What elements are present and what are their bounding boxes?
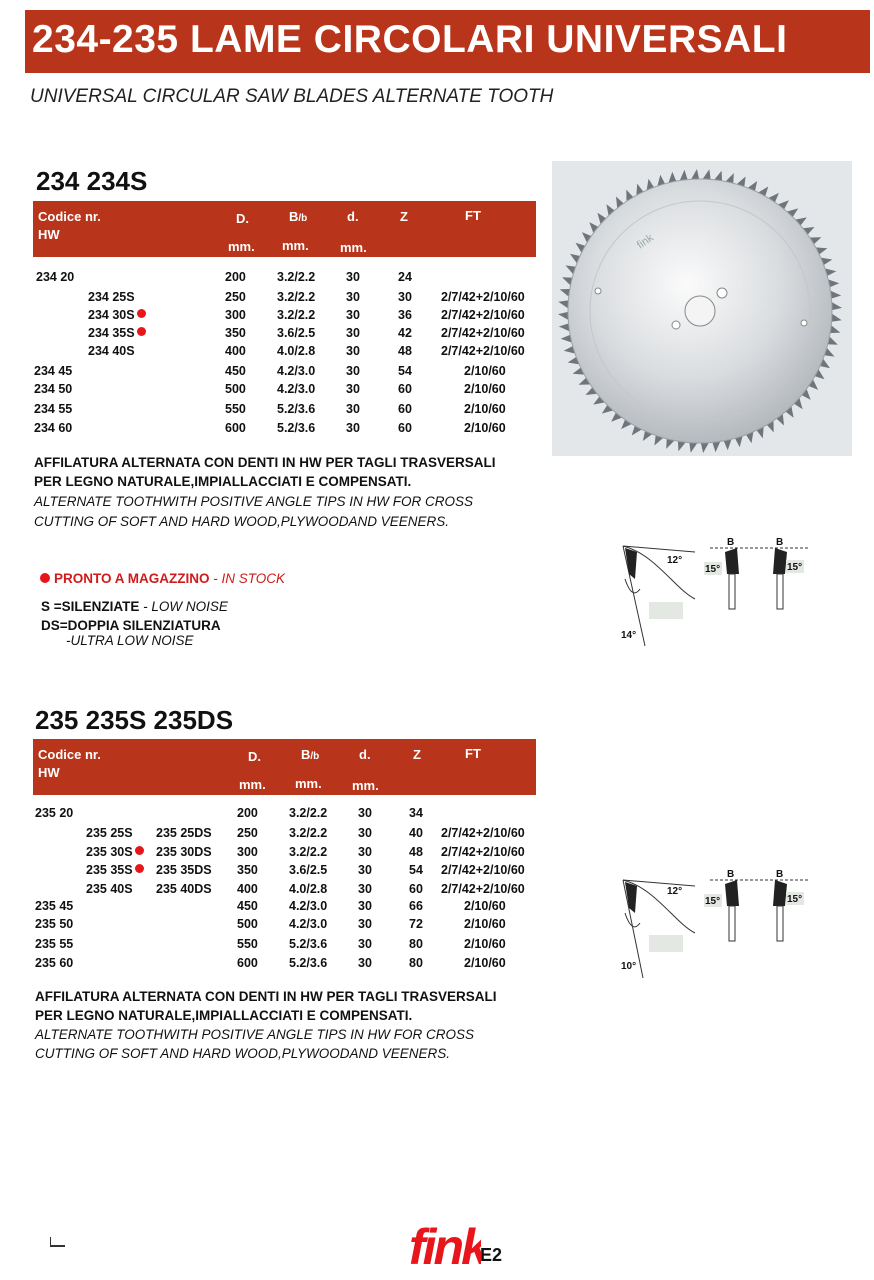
col-diameter-header: D. [236,211,249,226]
desc-it-line-2: PER LEGNO NATURALE,IMPIALLACCIATI E COMPENSATI. [34,474,412,489]
desc-en-line-2: CUTTING OF SOFT AND HARD WOOD,PLYWOODAND VEENERS. [34,514,450,529]
row-code: 235 55 [35,937,74,951]
svg-text:fink: fink [634,231,656,252]
row-diameter: 250 [225,290,246,304]
row-teeth: 60 [398,382,412,396]
row-bore: 30 [346,364,360,378]
saw-blade-icon [552,161,852,456]
row-thickness: 3.6/2.5 [289,863,328,877]
b-label: B [301,747,311,762]
row-bore: 30 [358,806,372,820]
page-number: E2 [480,1245,503,1265]
col-diameter-header: D. [248,749,261,764]
row-diameter: 550 [237,937,258,951]
row-ft: 2/10/60 [464,364,506,378]
section-1-title: 234 234S [36,166,148,196]
row-bore: 30 [346,270,360,284]
section-2-title: 235 235S 235DS [35,705,234,735]
row-ft: 2/10/60 [464,956,506,970]
row-teeth: 34 [409,806,423,820]
row-thickness: 3.2/2.2 [277,308,316,322]
desc-it-line-1: AFFILATURA ALTERNATA CON DENTI IN HW PER TAGLI TRASVERSALI [35,989,497,1004]
row-ft: 2/10/60 [464,937,506,951]
row-bore: 30 [346,344,360,358]
row-code-ds: 235 25DS [156,826,212,840]
col-ft-header: FT [465,746,481,761]
row-bore: 30 [346,402,360,416]
tooth-geometry-icon [615,866,815,986]
svg-text:fink: fink [409,1219,481,1268]
tooth-diagram-2 [615,866,815,986]
row-diameter: 450 [237,899,258,913]
row-thickness: 5.2/3.6 [277,421,316,435]
corner-mark [50,1237,65,1247]
row-code: 234 20 [36,270,75,284]
brand-logo [409,1216,481,1273]
s-label: S =SILENZIATE [41,599,140,614]
clearance-angle-label: 10° [621,961,637,972]
row-ft: 2/10/60 [464,899,506,913]
col-ft-header: FT [465,208,481,223]
stock-label: PRONTO A MAGAZZINO [54,571,210,586]
desc-it-line-2: PER LEGNO NATURALE,IMPIALLACCIATI E COMPENSATI. [35,1008,413,1023]
stock-dot-icon [40,573,50,583]
col-hw-header: HW [38,765,60,780]
row-diameter: 200 [225,270,246,284]
row-teeth: 60 [398,402,412,416]
col-bore-header: d. [347,209,359,224]
row-code: 234 45 [34,364,73,378]
row-thickness: 4.2/3.0 [289,917,328,931]
row-thickness: 3.2/2.2 [277,290,316,304]
row-ft: 2/7/42+2/10/60 [441,308,525,322]
row-code-s: 234 30S [88,308,146,322]
row-ft: 2/7/42+2/10/60 [441,290,525,304]
row-thickness: 3.2/2.2 [289,826,328,840]
s-legend [41,599,228,614]
row-ft: 2/7/42+2/10/60 [441,826,525,840]
row-bore: 30 [346,421,360,435]
col-teeth-header: Z [413,747,421,762]
row-diameter: 200 [237,806,258,820]
rake-angle-label: 12° [667,555,683,566]
col-teeth-header: Z [400,209,408,224]
row-bore: 30 [358,845,372,859]
bevel-right-label: 15° [787,562,803,573]
row-bore: 30 [358,882,372,896]
row-diameter: 300 [225,308,246,322]
desc-en-line-2: CUTTING OF SOFT AND HARD WOOD,PLYWOODAND VEENERS. [35,1046,451,1061]
col-hw-header: HW [38,227,60,242]
desc-it-line-1: AFFILATURA ALTERNATA CON DENTI IN HW PER TAGLI TRASVERSALI [34,455,496,470]
row-bore: 30 [358,899,372,913]
row-teeth: 60 [398,421,412,435]
row-teeth: 54 [398,364,412,378]
row-thickness: 5.2/3.6 [289,937,328,951]
in-stock-dot-icon [135,864,144,873]
section-1-table-header [33,201,536,257]
row-teeth: 40 [409,826,423,840]
row-ft: 2/7/42+2/10/60 [441,845,525,859]
stock-legend [40,571,285,586]
bevel-left-label: 15° [705,896,721,907]
row-ft: 2/7/42+2/10/60 [441,863,525,877]
row-diameter: 600 [225,421,246,435]
row-code-ds: 235 30DS [156,845,212,859]
clearance-angle-label: 14° [621,630,637,641]
b-small-label: /b [310,751,320,762]
section-1-description [34,453,495,531]
row-thickness: 4.2/3.0 [277,364,316,378]
b-dimension-label: B [776,869,784,880]
col-bore-unit: mm. [340,240,367,255]
desc-en-line-1: ALTERNATE TOOTHWITH POSITIVE ANGLE TIPS IN HW FOR CROSS [35,1027,475,1042]
in-stock-dot-icon [137,309,146,318]
row-thickness: 4.0/2.8 [289,882,328,896]
b-small-label: /b [298,213,308,224]
row-diameter: 400 [225,344,246,358]
row-code-s: 235 35S [86,863,144,877]
col-thickness-unit: mm. [282,238,309,253]
row-code: 234 50 [34,382,73,396]
section-2-table-header [33,739,536,795]
ds-label-en: -ULTRA LOW NOISE [66,633,194,648]
row-diameter: 550 [225,402,246,416]
fink-logo-icon [409,1216,481,1268]
page-title: 234-235 LAME CIRCOLARI UNIVERSALI [32,18,788,61]
row-teeth: 30 [398,290,412,304]
col-bore-unit: mm. [352,778,379,793]
row-teeth: 24 [398,270,412,284]
row-code: 234 60 [34,421,73,435]
row-diameter: 500 [237,917,258,931]
row-ft: 2/10/60 [464,421,506,435]
col-thickness-header [301,747,319,762]
row-bore: 30 [346,326,360,340]
row-thickness: 3.6/2.5 [277,326,316,340]
row-teeth: 80 [409,937,423,951]
row-teeth: 48 [409,845,423,859]
row-teeth: 42 [398,326,412,340]
row-code-s: 235 40S [86,882,133,896]
row-bore: 30 [358,956,372,970]
tooth-geometry-icon [615,534,815,654]
section-2-description [35,987,496,1063]
row-diameter: 600 [237,956,258,970]
row-teeth: 72 [409,917,423,931]
bevel-right-label: 15° [787,894,803,905]
row-code: 235 60 [35,956,74,970]
row-code-ds: 235 35DS [156,863,212,877]
row-code: 234 55 [34,402,73,416]
row-bore: 30 [358,937,372,951]
row-ft: 2/7/42+2/10/60 [441,882,525,896]
desc-en-line-1: ALTERNATE TOOTHWITH POSITIVE ANGLE TIPS IN HW FOR CROSS [34,494,474,509]
row-teeth: 80 [409,956,423,970]
row-code: 235 20 [35,806,74,820]
row-diameter: 500 [225,382,246,396]
b-dimension-label: B [727,537,735,548]
col-diameter-unit: mm. [239,777,266,792]
col-bore-header: d. [359,747,371,762]
row-code: 235 50 [35,917,74,931]
row-code-ds: 235 40DS [156,882,212,896]
in-stock-dot-icon [135,846,144,855]
ds-label: DS=DOPPIA SILENZIATURA [41,618,221,633]
row-bore: 30 [346,308,360,322]
row-ft: 2/10/60 [464,917,506,931]
row-diameter: 350 [225,326,246,340]
bevel-left-label: 15° [705,564,721,575]
row-thickness: 3.2/2.2 [289,845,328,859]
col-thickness-unit: mm. [295,776,322,791]
row-code-s: 234 35S [88,326,146,340]
row-thickness: 5.2/3.6 [289,956,328,970]
rake-angle-label: 12° [667,886,683,897]
b-label: B [289,209,299,224]
row-diameter: 300 [237,845,258,859]
row-diameter: 400 [237,882,258,896]
col-code-header: Codice nr. [38,747,101,762]
row-teeth: 48 [398,344,412,358]
row-code-s: 235 30S [86,845,144,859]
row-bore: 30 [358,917,372,931]
row-thickness: 4.2/3.0 [289,899,328,913]
row-diameter: 250 [237,826,258,840]
b-dimension-label: B [727,869,735,880]
in-stock-dot-icon [137,327,146,336]
row-thickness: 4.0/2.8 [277,344,316,358]
row-teeth: 60 [409,882,423,896]
col-diameter-unit: mm. [228,239,255,254]
row-thickness: 5.2/3.6 [277,402,316,416]
row-bore: 30 [358,863,372,877]
col-code-header: Codice nr. [38,209,101,224]
row-thickness: 3.2/2.2 [289,806,328,820]
page-subtitle: UNIVERSAL CIRCULAR SAW BLADES ALTERNATE TOOTH [30,86,554,107]
row-teeth: 54 [409,863,423,877]
row-thickness: 4.2/3.0 [277,382,316,396]
row-diameter: 450 [225,364,246,378]
row-code-s: 235 25S [86,826,133,840]
row-code-s: 234 25S [88,290,135,304]
row-thickness: 3.2/2.2 [277,270,316,284]
row-ft: 2/10/60 [464,382,506,396]
saw-blade-image [552,161,852,456]
row-bore: 30 [346,290,360,304]
row-code-s: 234 40S [88,344,135,358]
row-bore: 30 [346,382,360,396]
s-label-en: - LOW NOISE [139,599,228,614]
row-teeth: 66 [409,899,423,913]
stock-label-en: - IN STOCK [209,571,286,586]
row-ft: 2/7/42+2/10/60 [441,326,525,340]
row-code: 235 45 [35,899,74,913]
row-bore: 30 [358,826,372,840]
row-ft: 2/7/42+2/10/60 [441,344,525,358]
b-dimension-label: B [776,537,784,548]
row-diameter: 350 [237,863,258,877]
row-teeth: 36 [398,308,412,322]
row-ft: 2/10/60 [464,402,506,416]
tooth-diagram-1 [615,534,815,654]
col-thickness-header [289,209,307,224]
